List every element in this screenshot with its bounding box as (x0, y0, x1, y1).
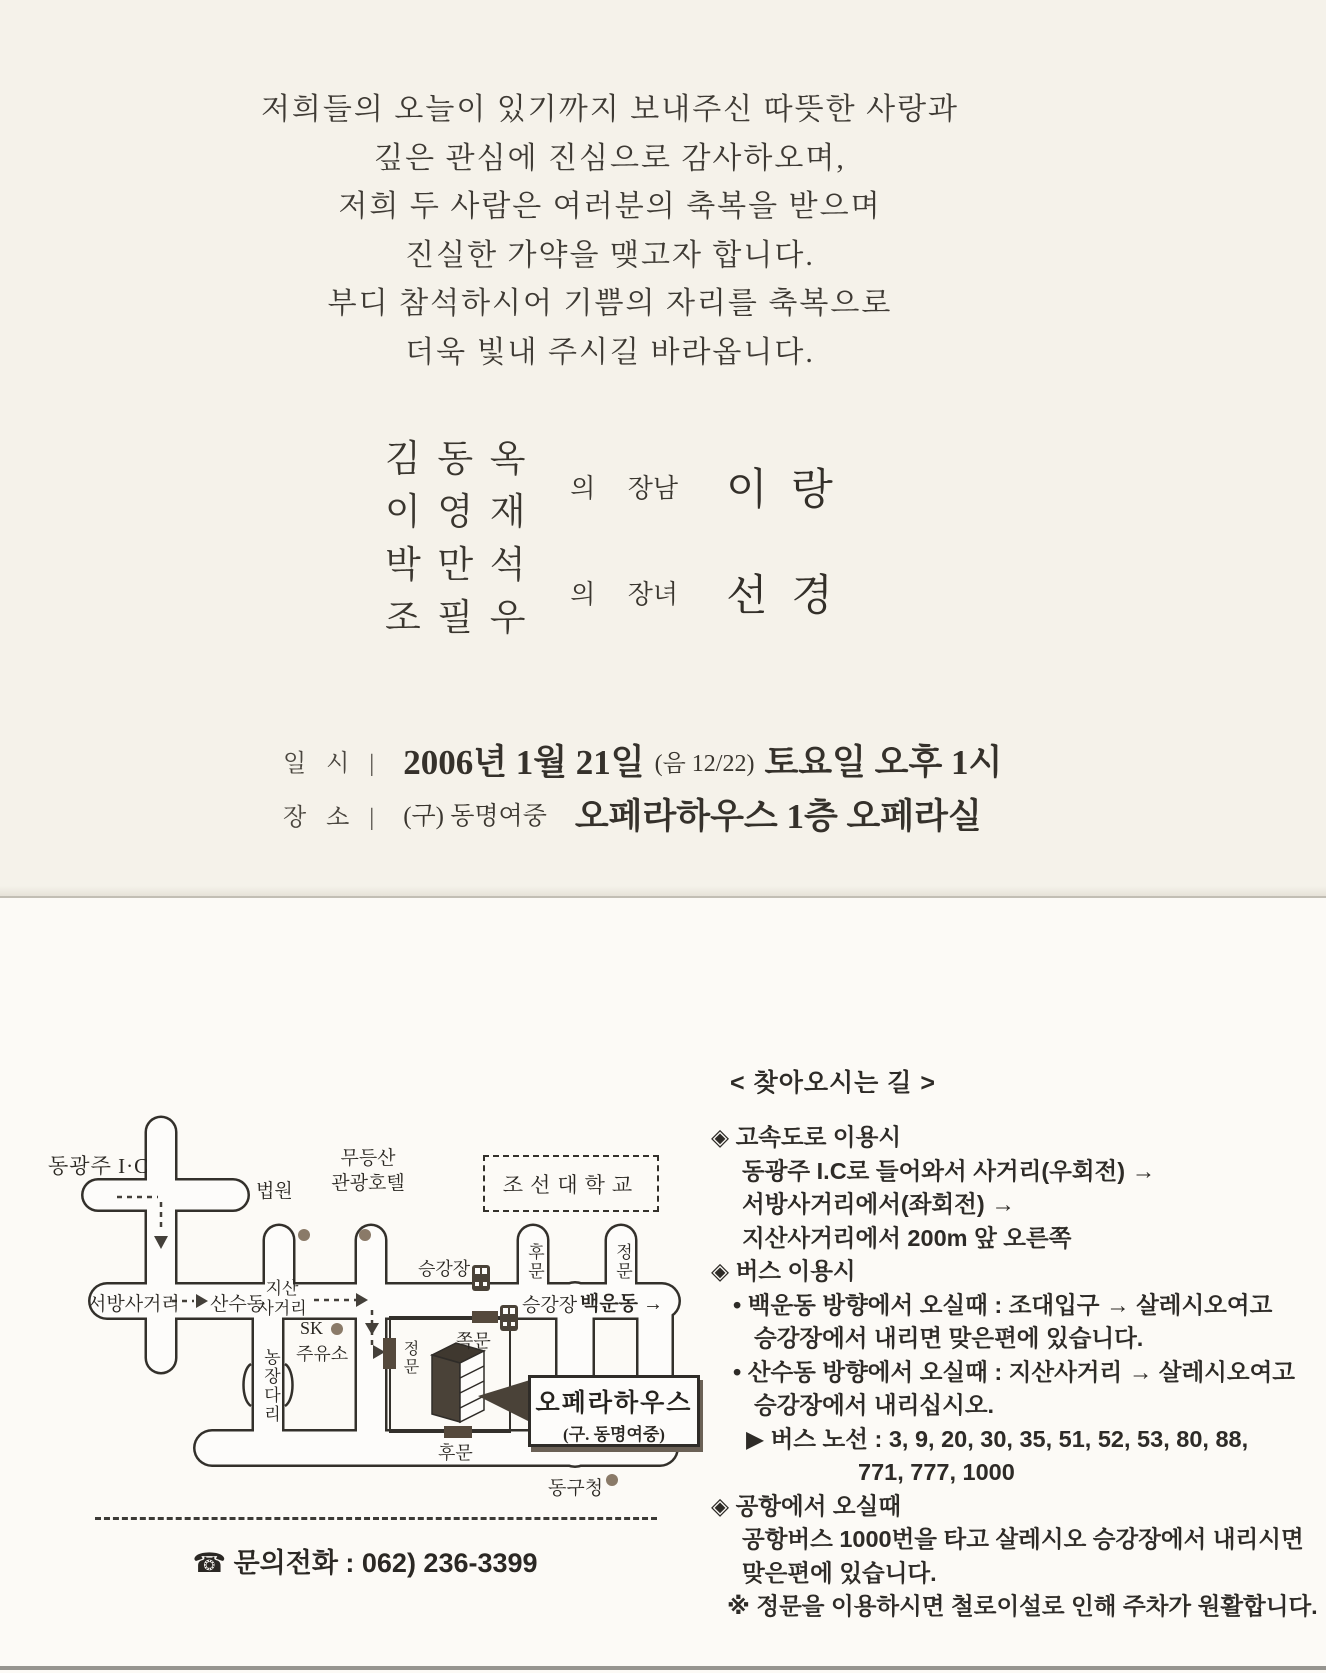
direction-line: 승강장에서 내리면 맞은편에 있습니다. (754, 1325, 1144, 1351)
dashed-separator (95, 1517, 657, 1520)
map-label-back-gate: 후문 (438, 1443, 473, 1463)
map-label-front-gate-road: 정문 (613, 1243, 632, 1281)
time-value: 토요일 오후 1시 (764, 743, 1003, 782)
event-schedule (283, 733, 1002, 841)
callout-pointer (478, 1380, 530, 1422)
venue-value: 오페라하우스 1층 오페라실 (574, 797, 982, 836)
date-value: 2006년 1월 21일 (403, 743, 645, 782)
direction-line: 동광주 I.C로 들어와서 사거리(우회전) → (742, 1157, 1156, 1184)
map-label-hotel-line2: 관광호텔 (331, 1173, 405, 1194)
map-label-court: 법원 (256, 1181, 293, 1202)
message-line: 부디 참석하시어 기쁨의 자리를 축복으로 (327, 287, 893, 320)
groom-name: 이랑 (726, 466, 857, 514)
side-gate-rect (472, 1311, 498, 1323)
message-line: 진실한 가약을 맺고자 합니다. (405, 238, 815, 272)
opera-house-callout (528, 1375, 700, 1447)
date-line (283, 733, 1002, 787)
directions-panel (698, 1063, 1318, 1624)
direction-line: 지산사거리에서 200m 앞 오른쪽 (742, 1224, 1072, 1251)
direction-line: ◈ 고속도로 이용시 (711, 1124, 902, 1150)
map-label-jisan (256, 1279, 308, 1319)
direction-line: 공항버스 1000번을 타고 살레시오 승강장에서 내리시면 (742, 1526, 1304, 1552)
groom-mother-name: 이영재 (385, 492, 543, 533)
direction-line: 승강장에서 내리십시오. (754, 1392, 995, 1418)
venue-label: 장 소 | (283, 804, 382, 831)
direction-line: ◈ 버스 이용시 (711, 1258, 856, 1284)
date-label: 일 시 | (283, 750, 382, 777)
venue-line (283, 787, 1002, 841)
message-line: 더욱 빛내 주시길 바라옵니다. (405, 335, 815, 369)
venue-prefix: (구) 동명여중 (403, 803, 547, 830)
message-line: 저희들의 오늘이 있기까지 보내주신 따뜻한 사랑과 (260, 93, 960, 126)
bus-icon (472, 1265, 490, 1291)
invitation-message (0, 86, 1220, 377)
direction-line: 771, 777, 1000 (858, 1459, 1015, 1485)
groom-father-name: 김동옥 (385, 439, 543, 480)
map-label-bus-stop-1: 승강장 (418, 1259, 471, 1279)
bride-family-row (385, 536, 856, 648)
map-label-baegundong: 백운동 → (580, 1293, 663, 1315)
groom-parents (385, 433, 542, 539)
groom-family-row (385, 430, 856, 542)
message-line: 깊은 관심에 진심으로 감사하오며, (374, 141, 846, 175)
back-gate-rect (444, 1426, 472, 1438)
bride-father-name: 박만석 (385, 545, 543, 586)
map-label-chosun-university (483, 1155, 659, 1212)
hotel-dot (359, 1229, 371, 1241)
map-label-sansudong: 산수동 (210, 1294, 266, 1315)
map-label-back-gate-road: 후문 (525, 1243, 544, 1281)
direction-line: ◈ 공항에서 오실때 (711, 1492, 902, 1519)
main-gate-rect (383, 1338, 396, 1369)
bus-icon (500, 1305, 518, 1331)
court-dot (298, 1229, 310, 1241)
bride-name: 선경 (726, 572, 857, 620)
map-label-donggwangju-ic: 동광주 I·C (48, 1154, 150, 1178)
map-label-school-main-gate: 정문 (401, 1340, 418, 1376)
map-label-side-gate: 쪽문 (456, 1331, 491, 1351)
directions-title: < 찾아오시는 길 > (730, 1069, 936, 1097)
map-label-gas-station: 주유소 (296, 1344, 349, 1364)
gas-station-dot (331, 1323, 343, 1335)
district-office-dot (606, 1474, 618, 1486)
groom-relation: 의 장남 (570, 473, 679, 503)
opera-house-building (432, 1343, 484, 1422)
direction-line: ※ 정문을 이용하시면 철로이설로 인해 주차가 원활합니다. (727, 1593, 1318, 1619)
map-label-bus-stop-2: 승강장 (522, 1295, 578, 1316)
chosun-university-text: 조선대학교 (502, 1172, 640, 1197)
direction-line: 맞은편에 있습니다. (742, 1559, 937, 1586)
map-label-nongjangdari: 농장다리 (261, 1348, 280, 1424)
bride-mother-name: 조필우 (385, 598, 543, 639)
map-label-hotel (320, 1146, 416, 1196)
map-label-hotel-line1: 무등산 (340, 1148, 396, 1169)
lunar-date: (음 12/22) (654, 750, 755, 777)
map-label-district-office: 동구청 (548, 1478, 604, 1499)
bride-parents (385, 539, 542, 645)
opera-house-name: 오페라하우스 (535, 1390, 693, 1417)
contact-phone: ☎ 문의전화 : 062) 236-3399 (192, 1548, 538, 1578)
scan-edge-line (0, 1666, 1326, 1670)
direction-line: • 산수동 방향에서 오실때 : 지산사거리 → 살레시오여고 (733, 1358, 1295, 1385)
direction-line: • 백운동 방향에서 오실때 : 조대입구 → 살레시오여고 (733, 1291, 1273, 1318)
direction-line: ▶ 버스 노선 : 3, 9, 20, 30, 35, 51, 52, 53, 80, 88, (746, 1425, 1249, 1452)
direction-line: 서방사거리에서(좌회전) → (742, 1191, 1015, 1217)
map-label-sk: SK (300, 1318, 324, 1338)
card-fold-shadow (0, 886, 1326, 896)
opera-house-former-name: (구. 동명여중) (563, 1425, 665, 1444)
map-label-jisan-line1: 지산 (265, 1279, 299, 1298)
bride-relation: 의 장녀 (570, 579, 679, 609)
map-label-seobang: 서방사거리 (88, 1294, 180, 1315)
location-map (20, 1030, 700, 1500)
map-label-jisan-line2: 사거리 (257, 1299, 307, 1318)
message-line: 저희 두 사람은 여러분의 축복을 받으며 (338, 190, 882, 223)
